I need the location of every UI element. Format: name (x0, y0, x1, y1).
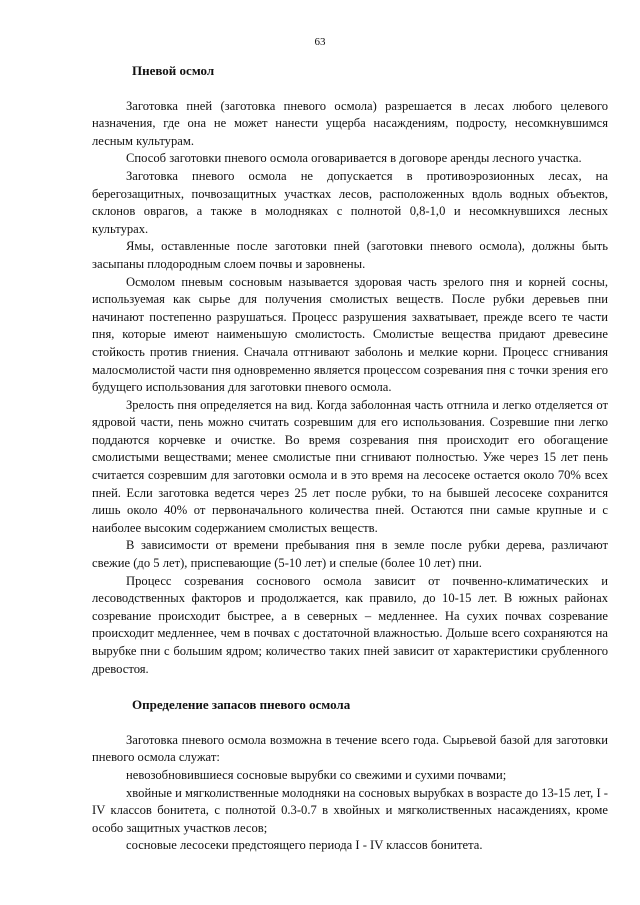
list-item: хвойные и мягколиственные молодняки на сосновых вырубках в возрасте до 13-15 лет, I - IV классов бонитета, с полнотой 0.3-0.7 в хвойных и мягколиственных насаждениях, кроме особо защитных участков лесов; (92, 785, 608, 835)
paragraph: В зависимости от времени пребывания пня в земле после рубки дерева, различают свежие (до 5 лет), приспевающие (5-10 лет) и спелые (более 10 лет) пни. (92, 538, 608, 571)
section-heading: Пневой осмол (132, 63, 215, 78)
paragraph: Способ заготовки пневого осмола оговаривается в договоре аренды лесного участка. (126, 151, 582, 166)
paragraph: Заготовка пневого осмола возможна в течение всего года. Сырьевой базой для заготовки пневого осмола служат: (92, 732, 608, 765)
paragraph: Ямы, оставленные после заготовки пней (заготовки пневого осмола), должны быть засыпаны плодородным слоем почвы и заровнены. (92, 239, 608, 271)
paragraph: Зрелость пня определяется на вид. Когда заболонная часть отгнила и легко отделяется от ядровой части, пень можно считать созревшим для его использования. Созревшие пни легко поддаются корчевке и очистке. Во время созревания пня происходит его обогащение смолистыми веществами; менее смолистые пни сгнивают полностью. Уже через 15 лет пень считается созревшим для заготовки осмола и в это время на лесосеке остается около 70% всех пней. Если заготовка ведется через 25 лет после рубки, то на бывшей лесосеке сохранится лишь около 40% от первоначального количества пней. Остаются пни самые крупные и с наиболее высоким содержанием смолистых веществ. (92, 397, 608, 535)
paragraph: Заготовка пневого осмола не допускается в противоэрозионных лесах, на берегозащитных, почвозащитных участках лесов, расположенных вдоль водных объектов, склонов оврагов, а также в молодняках с полнотой 0,8-1,0 и несомкнувшихся лесных культурах. (92, 168, 608, 236)
section-heading: Определение запасов пневого осмола (132, 697, 351, 713)
paragraph: Заготовка пней (заготовка пневого осмола) разрешается в лесах любого целевого назначения, где она не может нанести ущерба насаждениям, подросту, несомкнувшимся лесным культурам. (92, 98, 608, 148)
list-item: невозобновившиеся сосновые вырубки со свежими и сухими почвами; (126, 767, 507, 782)
paragraph: Осмолом пневым сосновым называется здоровая часть зрелого пня и корней сосны, используемая как сырье для получения смолистых веществ. После рубки деревьев пни начинают постепенно разрушаться. Процесс разрушения захватывает, прежде всего те части пня, которые имеют наименьшую смолистость. Смолистые вещества придают древесине стойкость против гниения. Сначала отгнивают заболонь и мелкие корни. Процесс сгнивания малосмолистой части пня одновременно является процессом созревания пня с точки зрения его будущего использования для заготовки пневого осмола. (92, 274, 608, 395)
page-number: 63 (314, 36, 326, 48)
paragraph: Процесс созревания соснового осмола зависит от почвенно-климатических и лесоводственных факторов и продолжается, как правило, до 10-15 лет. В южных районах созревание происходит быстрее, а в северных – медленнее. На сухих почвах созревание происходит медленнее, чем в почвах с достаточной влажностью. Дольше всего сохраняются на вырубке пни с большим ядром; количество таких пней зависит от характеристики срубленного древостоя. (92, 573, 608, 676)
list-item: сосновые лесосеки предстоящего периода I - IV классов бонитета. (126, 838, 483, 853)
page-content (92, 60, 608, 855)
